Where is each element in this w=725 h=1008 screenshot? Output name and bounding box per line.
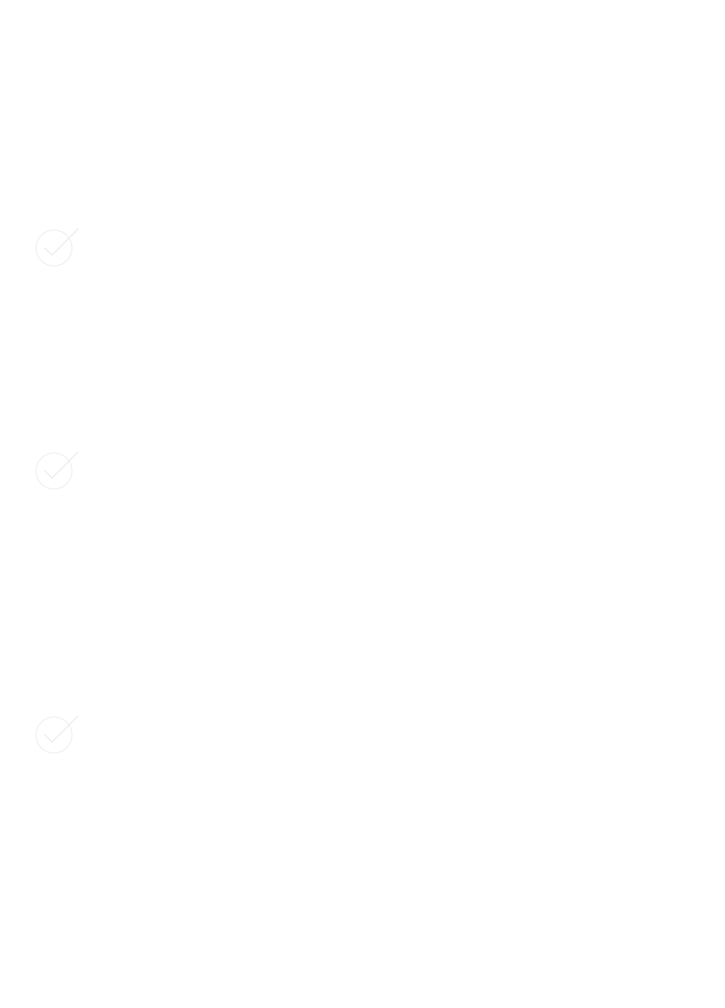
check-item-3[interactable] — [34, 713, 84, 757]
check-item-2[interactable] — [34, 449, 84, 493]
check-item-1[interactable] — [34, 226, 84, 270]
check-circle-icon — [34, 226, 84, 270]
check-circle-icon — [34, 449, 84, 493]
check-circle-icon — [34, 713, 84, 757]
